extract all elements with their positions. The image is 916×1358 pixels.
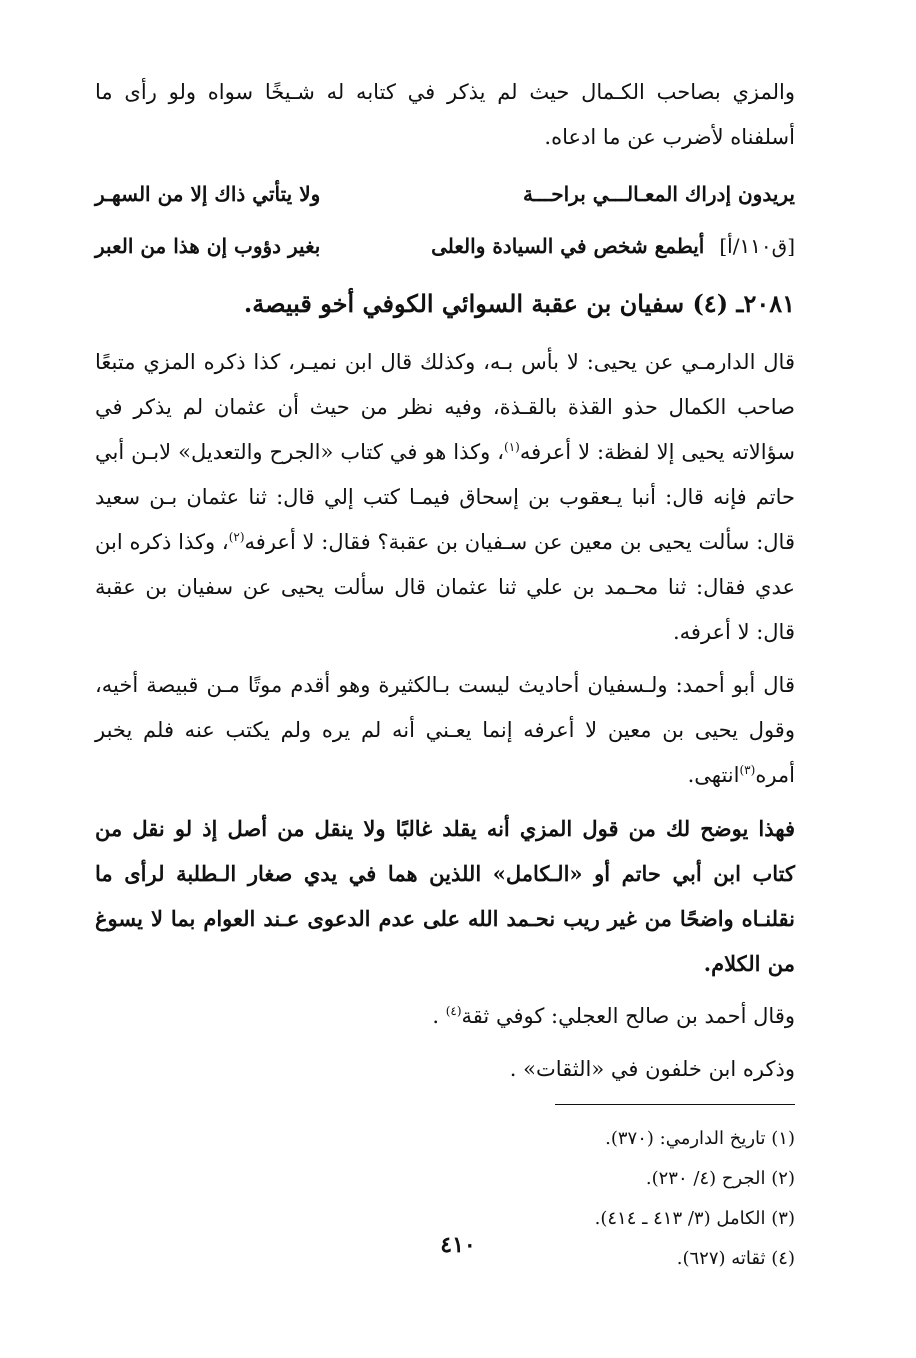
footnote-separator	[555, 1104, 795, 1105]
paragraph-abu-ahmad-text-1: قال أبو أحمد: ولـسفيان أحاديث ليست بـالكثيرة وهو أقدم موتًا مـن قبيصة أخيه، وقول يحيى بن معين لا أعرفه إنما يعـني أنه لم يره ولم يكتب عنه فلم يخبر أمره	[95, 673, 795, 787]
footnote-text: ثقاته (٦٢٧).	[676, 1248, 766, 1269]
paragraph-darimi-text-2: ، وكذا هو في كتاب «الجرح والتعديل» لابـن أبي حاتم فإنه قال: أنبا يـعقوب بن إسحاق فيمـا كتب إلي قال: ثنا عثمان بـن سعيد قال: سألت يحيى بن معين عن سـفيان بن عقبة؟ فقال: لا أعرفه	[95, 440, 795, 554]
footnote-item	[95, 1159, 795, 1199]
paragraph-commentary	[95, 806, 795, 986]
poem-line-2-first-hemistich: أيطمع شخص في السيادة والعلى	[431, 234, 705, 258]
poem-line-2	[95, 220, 795, 272]
footnote-text: الجرح (٤/ ٢٣٠).	[645, 1168, 766, 1189]
footnote-text: تاريخ الدارمي: (٣٧٠).	[605, 1128, 766, 1149]
intro-text: والمزي بصاحب الكـمال حيث لم يذكر في كتابه له شـيخًا سواه ولو رأى ما أسلفناه لأضرب عن ما ادعاه.	[95, 80, 795, 149]
poem-block	[95, 168, 795, 272]
paragraph-darimi	[95, 340, 795, 655]
footnote-ref-3[interactable]: (٣)	[739, 763, 756, 777]
paragraph-ijli-end: .	[432, 1004, 446, 1028]
poem-line-1	[95, 168, 795, 220]
paragraph-abu-ahmad-text-2: انتهى.	[687, 763, 740, 787]
page-body	[95, 70, 795, 1279]
footnote-number: (٣)	[771, 1208, 795, 1229]
paragraph-abu-ahmad	[95, 663, 795, 798]
page-number: ٤١٠	[440, 1232, 476, 1258]
manuscript-folio-marker: [ق١١٠/أ]	[719, 234, 795, 258]
poem-line-1-first-hemistich: يريدون إدراك المعـالـــي براحـــة	[522, 182, 795, 206]
paragraph-ijli-text: وقال أحمد بن صالح العجلي: كوفي ثقة	[461, 1004, 795, 1028]
paragraph-ibn-khalfun	[95, 1047, 795, 1092]
footnote-number: (١)	[771, 1128, 795, 1149]
footnote-ref-4[interactable]: (٤)	[445, 1004, 462, 1018]
footnote-ref-1[interactable]: (١)	[504, 440, 520, 454]
footnote-text: الكامل (٣/ ٤١٣ ـ ٤١٤).	[594, 1208, 766, 1229]
paragraph-ijli	[95, 994, 795, 1039]
poem-line-2-first-hemistich-group	[431, 220, 795, 272]
paragraph-darimi-text-1: قال الدارمـي عن يحيى: لا بأس بـه، وكذلك قال ابن نميـر، كذا ذكره المزي متبعًا صاحب الكمال حذو القذة بالقـذة، وفيه نظر من حيث أن عثمان لم يذكر في سؤالاته يحيى إلا لفظة: لا أعرفه	[95, 350, 795, 464]
poem-line-1-second-hemistich: ولا يتأتي ذاك إلا من السهـر	[95, 182, 321, 206]
footnote-number: (٢)	[771, 1168, 795, 1189]
intro-paragraph	[95, 70, 795, 160]
footnote-item	[95, 1119, 795, 1159]
poem-line-2-second-hemistich: بغير دؤوب إن هذا من العبر	[95, 234, 321, 258]
paragraph-ibn-khalfun-text: وذكره ابن خلفون في «الثقات» .	[509, 1057, 795, 1081]
paragraph-darimi-text-3: ، وكذا ذكره ابن عدي فقال: ثنا محـمد بن علي ثنا عثمان قال سألت يحيى عن سفيان بن عقبة قال: لا أعرفه.	[95, 530, 795, 644]
entry-heading: ٢٠٨١ـ (٤) سفيان بن عقبة السوائي الكوفي أخو قبيصة.	[243, 289, 795, 318]
footnote-number: (٤)	[771, 1248, 795, 1269]
paragraph-commentary-text: فهذا يوضح لك من قول المزي أنه يقلد غالبًا ولا ينقل من أصل إذ لو نقل من كتاب ابن أبي حاتم أو «الـكامل» اللذين هما في يدي صغار الـطلبة لرأى ما نقلنـاه واضحًا من غير ريب نحـمد الله على عدم الدعوى عـند العوام بما لا يسوغ من الكلام.	[95, 816, 795, 976]
footnote-ref-2[interactable]: (٢)	[228, 530, 245, 544]
